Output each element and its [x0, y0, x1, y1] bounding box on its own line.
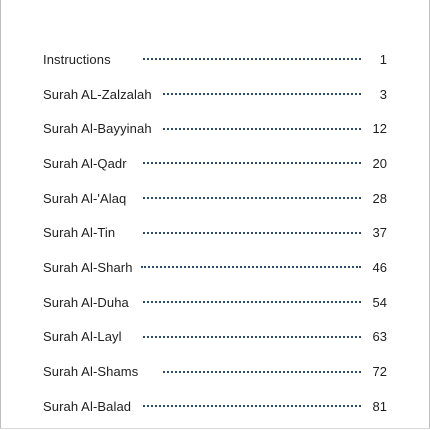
- toc-entry-title: Instructions: [43, 51, 111, 67]
- toc-entry-title: Surah Al-Tin: [43, 225, 116, 241]
- toc-entry-title: Surah Al-'Alaq: [43, 190, 127, 206]
- toc-entry-page: 1: [379, 51, 387, 67]
- toc-entry-page: 12: [372, 121, 387, 137]
- toc-entry-title: Surah Al-Duha: [43, 294, 129, 310]
- toc-entry-title: Surah AL-Zalzalah: [43, 86, 152, 102]
- toc-entry-title: Surah Al-Shams: [43, 364, 139, 380]
- toc-entry-page: 20: [372, 155, 387, 171]
- toc-entry[interactable]: [43, 42, 387, 77]
- toc-dot-leader: [163, 371, 361, 373]
- toc-entry-page: 72: [372, 364, 387, 380]
- toc-entry-title: Surah Al-Balad: [43, 398, 132, 414]
- toc-entry-page: 81: [372, 398, 387, 414]
- toc-entry[interactable]: [43, 285, 387, 320]
- toc-entry[interactable]: [43, 77, 387, 112]
- toc-dot-leader: [143, 197, 361, 199]
- toc-entry-title: Surah Al-Sharh: [43, 259, 133, 275]
- toc-entry[interactable]: [43, 389, 387, 424]
- toc-entry[interactable]: [43, 181, 387, 216]
- toc-entry[interactable]: [43, 320, 387, 355]
- toc-dot-leader: [143, 405, 361, 407]
- toc-entry[interactable]: [43, 354, 387, 389]
- toc-entry-page: 37: [372, 225, 387, 241]
- toc-entry-title: Surah Al-Qadr: [43, 155, 127, 171]
- table-of-contents: [43, 42, 387, 424]
- toc-entry-title: Surah Al-Bayyinah: [43, 121, 152, 137]
- toc-dot-leader: [143, 58, 361, 60]
- toc-entry[interactable]: [43, 111, 387, 146]
- toc-dot-leader: [143, 232, 361, 234]
- toc-dot-leader: [143, 162, 361, 164]
- toc-dot-leader: [143, 301, 361, 303]
- toc-entry-page: 54: [372, 294, 387, 310]
- toc-dot-leader: [163, 93, 361, 95]
- toc-entry[interactable]: [43, 250, 387, 285]
- toc-entry-title: Surah Al-Layl: [43, 329, 122, 345]
- toc-entry[interactable]: [43, 146, 387, 181]
- toc-entry[interactable]: [43, 215, 387, 250]
- toc-dot-leader: [141, 266, 361, 268]
- toc-entry-page: 28: [372, 190, 387, 206]
- toc-entry-page: 46: [372, 259, 387, 275]
- toc-entry-page: 63: [372, 329, 387, 345]
- toc-entry-page: 3: [379, 86, 387, 102]
- toc-dot-leader: [163, 128, 361, 130]
- toc-dot-leader: [143, 336, 361, 338]
